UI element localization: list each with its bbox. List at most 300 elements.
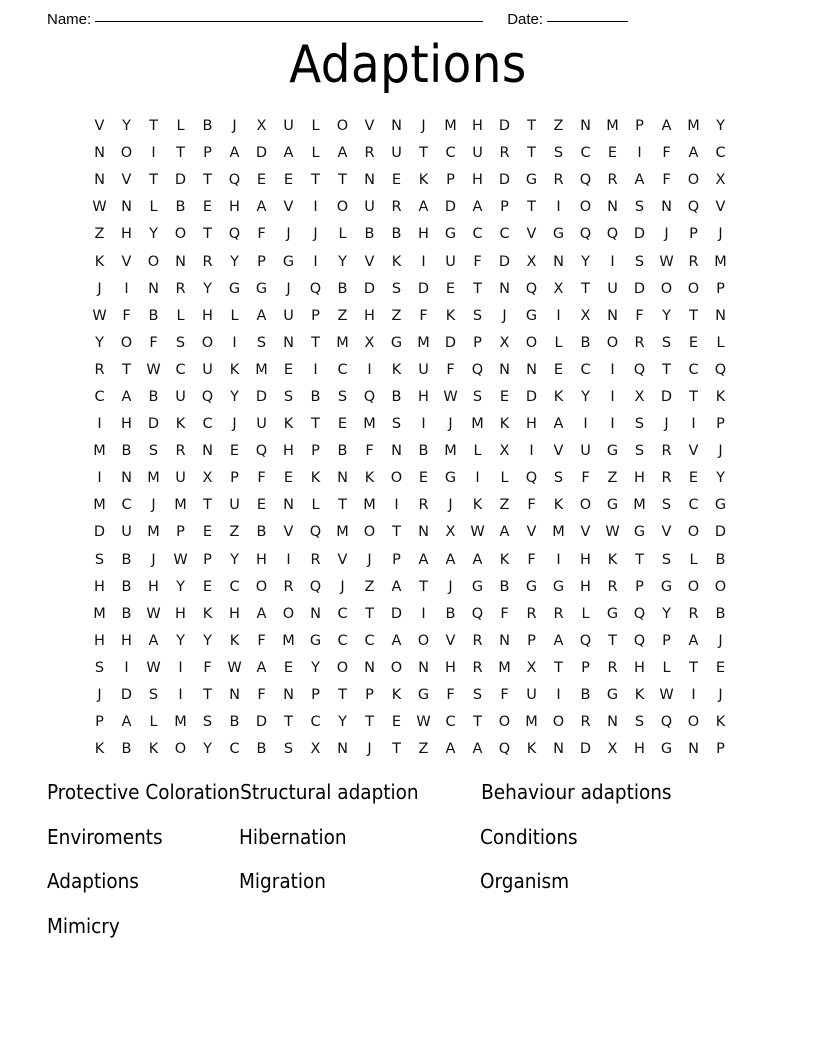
- grid-cell[interactable]: D: [417, 280, 430, 297]
- grid-cell[interactable]: K: [445, 307, 456, 324]
- grid-cell[interactable]: H: [445, 659, 456, 676]
- grid-cell[interactable]: J: [718, 687, 723, 704]
- grid-cell[interactable]: U: [472, 145, 483, 162]
- grid-cell[interactable]: S: [634, 714, 645, 731]
- grid-cell[interactable]: M: [255, 361, 268, 378]
- grid-cell[interactable]: Q: [579, 172, 592, 189]
- grid-cell[interactable]: O: [282, 605, 295, 622]
- grid-cell[interactable]: D: [93, 524, 106, 541]
- grid-cell[interactable]: P: [500, 199, 509, 216]
- grid-cell[interactable]: T: [284, 714, 293, 731]
- grid-cell[interactable]: H: [472, 118, 483, 135]
- grid-cell[interactable]: P: [392, 551, 401, 568]
- grid-cell[interactable]: N: [553, 253, 564, 270]
- grid-cell[interactable]: D: [255, 388, 268, 405]
- grid-cell[interactable]: T: [338, 687, 347, 704]
- grid-cell[interactable]: J: [664, 226, 669, 243]
- grid-cell[interactable]: R: [472, 659, 483, 676]
- grid-cell[interactable]: P: [176, 524, 185, 541]
- grid-cell[interactable]: A: [121, 714, 132, 731]
- grid-cell[interactable]: D: [444, 334, 457, 351]
- grid-cell[interactable]: J: [664, 416, 669, 433]
- grid-cell[interactable]: J: [232, 416, 237, 433]
- grid-cell[interactable]: A: [283, 145, 294, 162]
- grid-cell[interactable]: V: [121, 172, 132, 189]
- grid-cell[interactable]: G: [606, 687, 619, 704]
- grid-cell[interactable]: S: [553, 470, 564, 487]
- grid-cell[interactable]: U: [418, 361, 429, 378]
- grid-cell[interactable]: N: [364, 172, 375, 189]
- grid-cell[interactable]: R: [175, 280, 186, 297]
- grid-cell[interactable]: M: [147, 524, 160, 541]
- grid-cell[interactable]: P: [716, 741, 725, 758]
- grid-cell[interactable]: O: [525, 334, 538, 351]
- grid-cell[interactable]: J: [367, 551, 372, 568]
- grid-cell[interactable]: U: [526, 687, 537, 704]
- grid-cell[interactable]: O: [174, 226, 187, 243]
- grid-cell[interactable]: Y: [203, 280, 212, 297]
- grid-cell[interactable]: A: [121, 388, 132, 405]
- grid-cell[interactable]: N: [283, 497, 294, 514]
- grid-cell[interactable]: W: [146, 605, 161, 622]
- grid-cell[interactable]: Z: [553, 118, 564, 135]
- grid-cell[interactable]: U: [580, 443, 591, 460]
- grid-cell[interactable]: C: [715, 145, 726, 162]
- grid-cell[interactable]: H: [634, 470, 645, 487]
- grid-cell[interactable]: P: [635, 578, 644, 595]
- grid-cell[interactable]: K: [553, 388, 564, 405]
- grid-cell[interactable]: A: [418, 551, 429, 568]
- grid-cell[interactable]: U: [202, 361, 213, 378]
- grid-cell[interactable]: P: [446, 172, 455, 189]
- grid-cell[interactable]: P: [716, 416, 725, 433]
- grid-cell[interactable]: Q: [498, 741, 511, 758]
- grid-cell[interactable]: X: [715, 172, 726, 189]
- grid-cell[interactable]: J: [151, 551, 156, 568]
- grid-cell[interactable]: V: [580, 524, 591, 541]
- grid-cell[interactable]: H: [418, 388, 429, 405]
- grid-cell[interactable]: E: [688, 334, 699, 351]
- grid-cell[interactable]: N: [715, 307, 726, 324]
- grid-cell[interactable]: V: [715, 199, 726, 216]
- grid-cell[interactable]: Q: [525, 280, 538, 297]
- grid-cell[interactable]: S: [175, 334, 186, 351]
- grid-cell[interactable]: M: [174, 714, 187, 731]
- grid-cell[interactable]: Q: [633, 361, 646, 378]
- grid-cell[interactable]: T: [473, 280, 482, 297]
- grid-cell[interactable]: E: [715, 659, 726, 676]
- grid-cell[interactable]: Y: [203, 632, 212, 649]
- grid-cell[interactable]: N: [283, 334, 294, 351]
- grid-cell[interactable]: A: [445, 741, 456, 758]
- grid-cell[interactable]: Y: [122, 118, 131, 135]
- grid-cell[interactable]: H: [526, 416, 537, 433]
- grid-cell[interactable]: T: [149, 172, 158, 189]
- grid-cell[interactable]: J: [718, 226, 723, 243]
- grid-cell[interactable]: E: [391, 172, 402, 189]
- grid-cell[interactable]: N: [499, 632, 510, 649]
- grid-cell[interactable]: L: [581, 605, 590, 622]
- grid-cell[interactable]: W: [92, 199, 107, 216]
- grid-cell[interactable]: P: [716, 280, 725, 297]
- grid-cell[interactable]: T: [338, 172, 347, 189]
- grid-cell[interactable]: U: [364, 199, 375, 216]
- grid-cell[interactable]: G: [444, 470, 457, 487]
- grid-cell[interactable]: J: [718, 632, 723, 649]
- grid-cell[interactable]: K: [175, 416, 186, 433]
- grid-cell[interactable]: B: [580, 334, 591, 351]
- grid-cell[interactable]: X: [553, 280, 564, 297]
- grid-cell[interactable]: V: [526, 524, 537, 541]
- grid-cell[interactable]: V: [364, 118, 375, 135]
- grid-cell[interactable]: W: [92, 307, 107, 324]
- grid-cell[interactable]: J: [448, 497, 453, 514]
- grid-cell[interactable]: O: [687, 714, 700, 731]
- grid-cell[interactable]: Q: [633, 632, 646, 649]
- grid-cell[interactable]: I: [556, 551, 561, 568]
- grid-cell[interactable]: I: [556, 199, 561, 216]
- grid-cell[interactable]: J: [286, 280, 291, 297]
- grid-cell[interactable]: F: [500, 687, 509, 704]
- grid-cell[interactable]: R: [94, 361, 105, 378]
- grid-cell[interactable]: B: [148, 388, 159, 405]
- grid-cell[interactable]: K: [310, 470, 321, 487]
- grid-cell[interactable]: B: [364, 226, 375, 243]
- grid-cell[interactable]: O: [579, 497, 592, 514]
- grid-cell[interactable]: U: [256, 416, 267, 433]
- grid-cell[interactable]: K: [391, 253, 402, 270]
- grid-cell[interactable]: B: [418, 443, 429, 460]
- grid-cell[interactable]: X: [526, 659, 537, 676]
- grid-cell[interactable]: R: [688, 605, 699, 622]
- grid-cell[interactable]: R: [634, 334, 645, 351]
- grid-cell[interactable]: H: [121, 632, 132, 649]
- grid-cell[interactable]: M: [633, 497, 646, 514]
- grid-cell[interactable]: S: [661, 497, 672, 514]
- grid-cell[interactable]: R: [661, 470, 672, 487]
- grid-cell[interactable]: X: [580, 307, 591, 324]
- grid-cell[interactable]: W: [146, 361, 161, 378]
- grid-cell[interactable]: T: [392, 524, 401, 541]
- grid-cell[interactable]: Q: [714, 361, 727, 378]
- grid-cell[interactable]: A: [688, 632, 699, 649]
- grid-cell[interactable]: V: [688, 443, 699, 460]
- grid-cell[interactable]: Q: [687, 199, 700, 216]
- grid-cell[interactable]: K: [553, 497, 564, 514]
- grid-cell[interactable]: W: [659, 687, 674, 704]
- grid-cell[interactable]: E: [418, 470, 429, 487]
- grid-cell[interactable]: D: [660, 388, 673, 405]
- grid-cell[interactable]: F: [446, 361, 455, 378]
- grid-cell[interactable]: G: [471, 578, 484, 595]
- word-list-item[interactable]: Mimicry: [47, 913, 120, 938]
- grid-cell[interactable]: E: [391, 714, 402, 731]
- grid-cell[interactable]: K: [391, 361, 402, 378]
- grid-cell[interactable]: I: [286, 551, 291, 568]
- grid-cell[interactable]: F: [662, 172, 671, 189]
- grid-cell[interactable]: I: [421, 253, 426, 270]
- grid-cell[interactable]: E: [202, 524, 213, 541]
- grid-cell[interactable]: L: [554, 334, 563, 351]
- grid-cell[interactable]: M: [363, 497, 376, 514]
- grid-cell[interactable]: I: [421, 605, 426, 622]
- grid-cell[interactable]: R: [607, 578, 618, 595]
- grid-cell[interactable]: U: [445, 253, 456, 270]
- grid-cell[interactable]: B: [256, 741, 267, 758]
- grid-cell[interactable]: R: [364, 145, 375, 162]
- grid-cell[interactable]: J: [421, 118, 426, 135]
- grid-cell[interactable]: R: [283, 578, 294, 595]
- grid-cell[interactable]: K: [526, 741, 537, 758]
- grid-cell[interactable]: N: [607, 199, 618, 216]
- grid-cell[interactable]: I: [610, 361, 615, 378]
- grid-cell[interactable]: H: [580, 551, 591, 568]
- grid-cell[interactable]: A: [256, 659, 267, 676]
- grid-cell[interactable]: K: [715, 388, 726, 405]
- grid-cell[interactable]: A: [499, 524, 510, 541]
- grid-cell[interactable]: E: [229, 443, 240, 460]
- grid-cell[interactable]: G: [228, 280, 241, 297]
- grid-cell[interactable]: P: [527, 632, 536, 649]
- grid-cell[interactable]: N: [94, 145, 105, 162]
- grid-cell[interactable]: R: [418, 497, 429, 514]
- grid-cell[interactable]: N: [283, 687, 294, 704]
- grid-cell[interactable]: P: [95, 714, 104, 731]
- grid-cell[interactable]: S: [634, 416, 645, 433]
- name-blank-line[interactable]: [95, 20, 483, 22]
- grid-cell[interactable]: Y: [716, 470, 725, 487]
- grid-cell[interactable]: B: [337, 280, 348, 297]
- grid-cell[interactable]: Y: [230, 551, 239, 568]
- grid-cell[interactable]: D: [174, 172, 187, 189]
- grid-cell[interactable]: E: [283, 361, 294, 378]
- grid-cell[interactable]: Q: [579, 632, 592, 649]
- grid-cell[interactable]: Z: [229, 524, 240, 541]
- grid-cell[interactable]: J: [367, 741, 372, 758]
- grid-cell[interactable]: W: [146, 659, 161, 676]
- grid-cell[interactable]: Y: [176, 632, 185, 649]
- grid-cell[interactable]: S: [337, 388, 348, 405]
- grid-cell[interactable]: E: [283, 659, 294, 676]
- grid-cell[interactable]: B: [121, 605, 132, 622]
- grid-cell[interactable]: B: [715, 605, 726, 622]
- grid-cell[interactable]: G: [714, 497, 727, 514]
- grid-cell[interactable]: S: [94, 551, 105, 568]
- grid-cell[interactable]: J: [448, 416, 453, 433]
- grid-cell[interactable]: R: [580, 714, 591, 731]
- grid-cell[interactable]: A: [472, 741, 483, 758]
- grid-cell[interactable]: P: [311, 443, 320, 460]
- grid-cell[interactable]: M: [525, 714, 538, 731]
- grid-cell[interactable]: K: [607, 551, 618, 568]
- grid-cell[interactable]: L: [473, 443, 482, 460]
- grid-cell[interactable]: C: [229, 741, 240, 758]
- grid-cell[interactable]: B: [256, 524, 267, 541]
- grid-cell[interactable]: O: [606, 334, 619, 351]
- grid-cell[interactable]: Q: [471, 361, 484, 378]
- grid-cell[interactable]: I: [124, 659, 129, 676]
- grid-cell[interactable]: B: [337, 443, 348, 460]
- word-list-item[interactable]: Enviroments: [47, 824, 163, 849]
- grid-cell[interactable]: J: [286, 226, 291, 243]
- grid-cell[interactable]: H: [229, 605, 240, 622]
- grid-cell[interactable]: Y: [662, 605, 671, 622]
- grid-cell[interactable]: Q: [309, 280, 322, 297]
- grid-cell[interactable]: S: [661, 551, 672, 568]
- grid-cell[interactable]: K: [391, 687, 402, 704]
- grid-cell[interactable]: F: [635, 307, 644, 324]
- grid-cell[interactable]: X: [202, 470, 213, 487]
- grid-cell[interactable]: E: [688, 470, 699, 487]
- grid-cell[interactable]: Y: [95, 334, 104, 351]
- grid-cell[interactable]: B: [202, 118, 213, 135]
- grid-cell[interactable]: F: [122, 307, 131, 324]
- grid-cell[interactable]: Y: [149, 226, 158, 243]
- grid-cell[interactable]: S: [472, 307, 483, 324]
- grid-cell[interactable]: A: [148, 632, 159, 649]
- grid-cell[interactable]: N: [391, 118, 402, 135]
- grid-cell[interactable]: M: [714, 253, 727, 270]
- grid-cell[interactable]: B: [391, 388, 402, 405]
- grid-cell[interactable]: E: [256, 497, 267, 514]
- grid-cell[interactable]: T: [554, 659, 563, 676]
- grid-cell[interactable]: D: [255, 714, 268, 731]
- grid-cell[interactable]: K: [148, 741, 159, 758]
- grid-cell[interactable]: S: [634, 253, 645, 270]
- grid-cell[interactable]: K: [472, 497, 483, 514]
- grid-cell[interactable]: O: [147, 253, 160, 270]
- word-list-item[interactable]: Protective Coloration: [47, 780, 241, 804]
- grid-cell[interactable]: N: [310, 605, 321, 622]
- grid-cell[interactable]: D: [147, 416, 160, 433]
- grid-cell[interactable]: L: [311, 497, 320, 514]
- grid-cell[interactable]: C: [445, 714, 456, 731]
- grid-cell[interactable]: W: [605, 524, 620, 541]
- grid-cell[interactable]: L: [311, 118, 320, 135]
- grid-cell[interactable]: T: [122, 361, 131, 378]
- grid-cell[interactable]: C: [499, 226, 510, 243]
- grid-cell[interactable]: N: [337, 741, 348, 758]
- grid-cell[interactable]: O: [660, 280, 673, 297]
- grid-cell[interactable]: K: [202, 605, 213, 622]
- grid-cell[interactable]: Q: [525, 470, 538, 487]
- grid-cell[interactable]: X: [499, 443, 510, 460]
- grid-cell[interactable]: G: [660, 741, 673, 758]
- grid-cell[interactable]: P: [311, 687, 320, 704]
- grid-cell[interactable]: B: [715, 551, 726, 568]
- grid-cell[interactable]: J: [97, 687, 102, 704]
- grid-cell[interactable]: I: [232, 334, 237, 351]
- grid-cell[interactable]: C: [310, 714, 321, 731]
- grid-cell[interactable]: H: [121, 226, 132, 243]
- word-list-item[interactable]: Conditions: [480, 824, 578, 849]
- grid-cell[interactable]: N: [121, 470, 132, 487]
- grid-cell[interactable]: S: [202, 714, 213, 731]
- grid-cell[interactable]: D: [363, 280, 376, 297]
- grid-cell[interactable]: M: [336, 334, 349, 351]
- grid-cell[interactable]: I: [691, 416, 696, 433]
- grid-cell[interactable]: P: [662, 632, 671, 649]
- grid-cell[interactable]: M: [444, 118, 457, 135]
- grid-cell[interactable]: P: [203, 551, 212, 568]
- grid-cell[interactable]: Q: [309, 524, 322, 541]
- grid-cell[interactable]: S: [283, 741, 294, 758]
- grid-cell[interactable]: F: [527, 497, 536, 514]
- grid-cell[interactable]: O: [687, 578, 700, 595]
- grid-cell[interactable]: G: [282, 253, 295, 270]
- grid-cell[interactable]: O: [336, 118, 349, 135]
- grid-cell[interactable]: F: [473, 253, 482, 270]
- grid-cell[interactable]: A: [634, 172, 645, 189]
- grid-cell[interactable]: F: [257, 226, 266, 243]
- grid-cell[interactable]: T: [527, 118, 536, 135]
- grid-cell[interactable]: J: [718, 443, 723, 460]
- grid-cell[interactable]: C: [229, 578, 240, 595]
- grid-cell[interactable]: C: [688, 497, 699, 514]
- grid-cell[interactable]: T: [311, 416, 320, 433]
- grid-cell[interactable]: V: [337, 551, 348, 568]
- grid-cell[interactable]: H: [229, 199, 240, 216]
- word-list-item[interactable]: Adaptions: [47, 869, 139, 893]
- grid-cell[interactable]: P: [203, 145, 212, 162]
- grid-cell[interactable]: T: [149, 118, 158, 135]
- grid-cell[interactable]: N: [688, 741, 699, 758]
- grid-cell[interactable]: Q: [228, 172, 241, 189]
- grid-cell[interactable]: F: [257, 632, 266, 649]
- grid-cell[interactable]: R: [688, 253, 699, 270]
- grid-cell[interactable]: P: [581, 659, 590, 676]
- grid-cell[interactable]: R: [499, 145, 510, 162]
- grid-cell[interactable]: J: [340, 578, 345, 595]
- grid-cell[interactable]: C: [202, 416, 213, 433]
- grid-cell[interactable]: T: [365, 605, 374, 622]
- grid-cell[interactable]: H: [121, 416, 132, 433]
- grid-cell[interactable]: Q: [201, 388, 214, 405]
- grid-cell[interactable]: H: [256, 551, 267, 568]
- grid-cell[interactable]: S: [472, 687, 483, 704]
- grid-cell[interactable]: N: [391, 443, 402, 460]
- grid-cell[interactable]: O: [687, 524, 700, 541]
- grid-cell[interactable]: I: [178, 659, 183, 676]
- grid-cell[interactable]: C: [121, 497, 132, 514]
- grid-cell[interactable]: E: [283, 470, 294, 487]
- grid-cell[interactable]: R: [391, 199, 402, 216]
- grid-cell[interactable]: D: [525, 388, 538, 405]
- grid-cell[interactable]: K: [94, 741, 105, 758]
- word-list-item[interactable]: Structural adaption: [240, 780, 419, 804]
- grid-cell[interactable]: K: [229, 361, 240, 378]
- grid-cell[interactable]: T: [527, 145, 536, 162]
- grid-cell[interactable]: A: [553, 632, 564, 649]
- grid-cell[interactable]: A: [337, 145, 348, 162]
- grid-cell[interactable]: C: [364, 632, 375, 649]
- grid-cell[interactable]: Q: [363, 388, 376, 405]
- grid-cell[interactable]: U: [283, 118, 294, 135]
- grid-cell[interactable]: O: [714, 578, 727, 595]
- grid-cell[interactable]: B: [121, 443, 132, 460]
- grid-cell[interactable]: I: [556, 307, 561, 324]
- grid-cell[interactable]: I: [178, 687, 183, 704]
- grid-cell[interactable]: N: [418, 659, 429, 676]
- grid-cell[interactable]: Y: [581, 388, 590, 405]
- grid-cell[interactable]: E: [202, 199, 213, 216]
- grid-cell[interactable]: W: [659, 253, 674, 270]
- grid-cell[interactable]: J: [448, 578, 453, 595]
- grid-cell[interactable]: P: [473, 334, 482, 351]
- grid-cell[interactable]: B: [580, 687, 591, 704]
- grid-cell[interactable]: Y: [338, 253, 347, 270]
- grid-cell[interactable]: H: [634, 659, 645, 676]
